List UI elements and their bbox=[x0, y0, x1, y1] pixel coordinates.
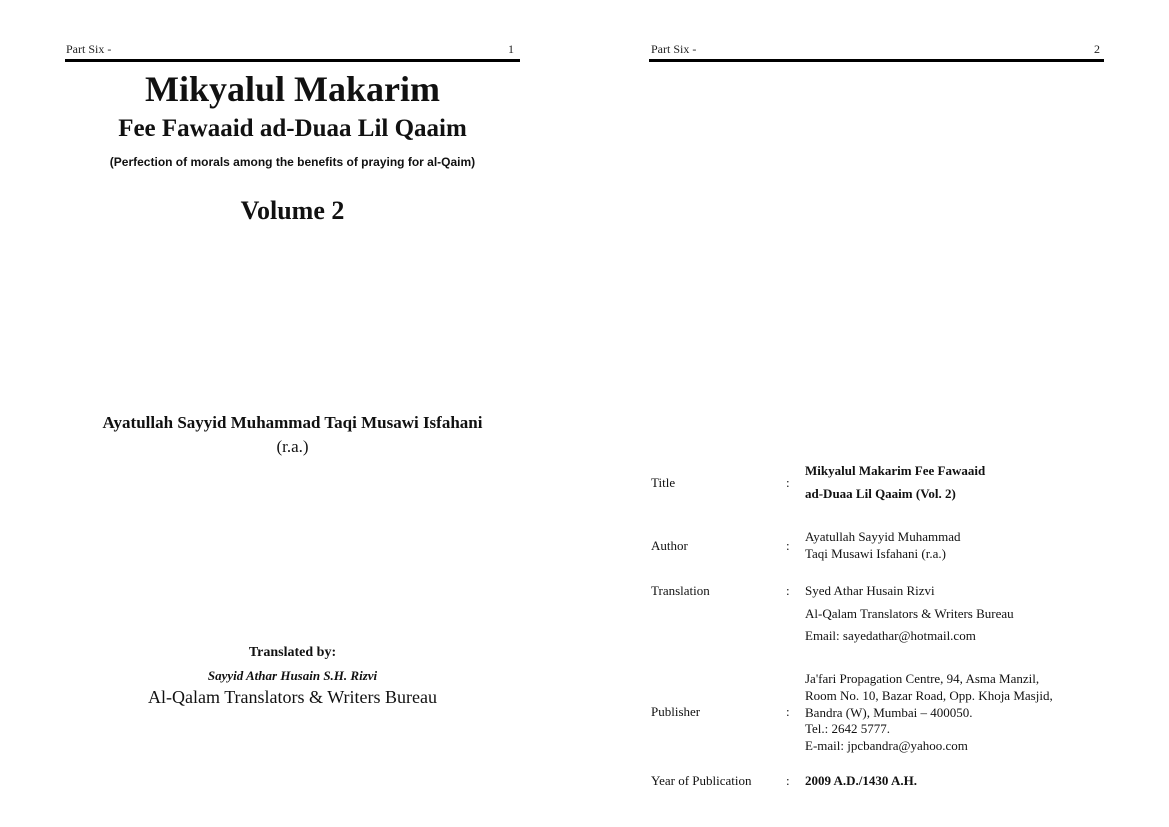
book-subtitle: Fee Fawaaid ad-Duaa Lil Qaaim bbox=[118, 115, 467, 142]
detail-label-author: Author bbox=[651, 538, 688, 553]
detail-value-publisher-4: Tel.: 2642 5777. bbox=[805, 721, 891, 736]
running-header: Part Six - bbox=[651, 42, 697, 56]
detail-colon: : bbox=[786, 583, 790, 598]
detail-value-publisher-1: Ja'fari Propagation Centre, 94, Asma Manzil, bbox=[805, 671, 1040, 686]
header-rule bbox=[649, 59, 1104, 62]
detail-value-translation-2: Al-Qalam Translators & Writers Bureau bbox=[805, 606, 1014, 621]
page-number: 2 bbox=[1094, 42, 1100, 56]
left-page bbox=[0, 0, 584, 827]
detail-label-year: Year of Publication bbox=[651, 773, 752, 788]
book-title: Mikyalul Makarim bbox=[145, 69, 440, 109]
detail-label-translation: Translation bbox=[651, 583, 710, 598]
detail-value-author-2: Taqi Musawi Isfahani (r.a.) bbox=[805, 546, 946, 561]
book-description: (Perfection of morals among the benefits of praying for al-Qaim) bbox=[109, 155, 476, 169]
detail-label-publisher: Publisher bbox=[651, 704, 701, 719]
detail-colon: : bbox=[786, 704, 790, 719]
detail-value-publisher-5: E-mail: jpcbandra@yahoo.com bbox=[805, 738, 968, 753]
bureau-name: Al-Qalam Translators & Writers Bureau bbox=[148, 687, 437, 707]
detail-value-publisher-3: Bandra (W), Mumbai – 400050. bbox=[805, 705, 973, 720]
detail-colon: : bbox=[786, 475, 790, 490]
detail-colon: : bbox=[786, 538, 790, 553]
translator-name: Sayyid Athar Husain S.H. Rizvi bbox=[207, 668, 378, 683]
detail-value-title-2: ad-Duaa Lil Qaaim (Vol. 2) bbox=[805, 486, 956, 501]
header-rule bbox=[65, 59, 520, 62]
detail-colon: : bbox=[786, 773, 790, 788]
detail-value-author-1: Ayatullah Sayyid Muhammad bbox=[805, 529, 961, 544]
page-number: 1 bbox=[508, 42, 514, 56]
author-honorific: (r.a.) bbox=[276, 437, 309, 456]
right-page bbox=[584, 0, 1169, 827]
running-header: Part Six - bbox=[66, 42, 112, 56]
volume-label: Volume 2 bbox=[240, 196, 345, 225]
detail-value-year: 2009 A.D./1430 A.H. bbox=[805, 773, 917, 788]
detail-value-title-1: Mikyalul Makarim Fee Fawaaid bbox=[805, 463, 986, 478]
detail-value-publisher-2: Room No. 10, Bazar Road, Opp. Khoja Masjid, bbox=[805, 688, 1053, 703]
author-name: Ayatullah Sayyid Muhammad Taqi Musawi Isfahani bbox=[102, 413, 483, 432]
detail-value-translation-3: Email: sayedathar@hotmail.com bbox=[805, 628, 976, 643]
detail-value-translation-1: Syed Athar Husain Rizvi bbox=[805, 583, 935, 598]
translated-by-label: Translated by: bbox=[248, 645, 337, 660]
detail-label-title: Title bbox=[651, 475, 676, 490]
